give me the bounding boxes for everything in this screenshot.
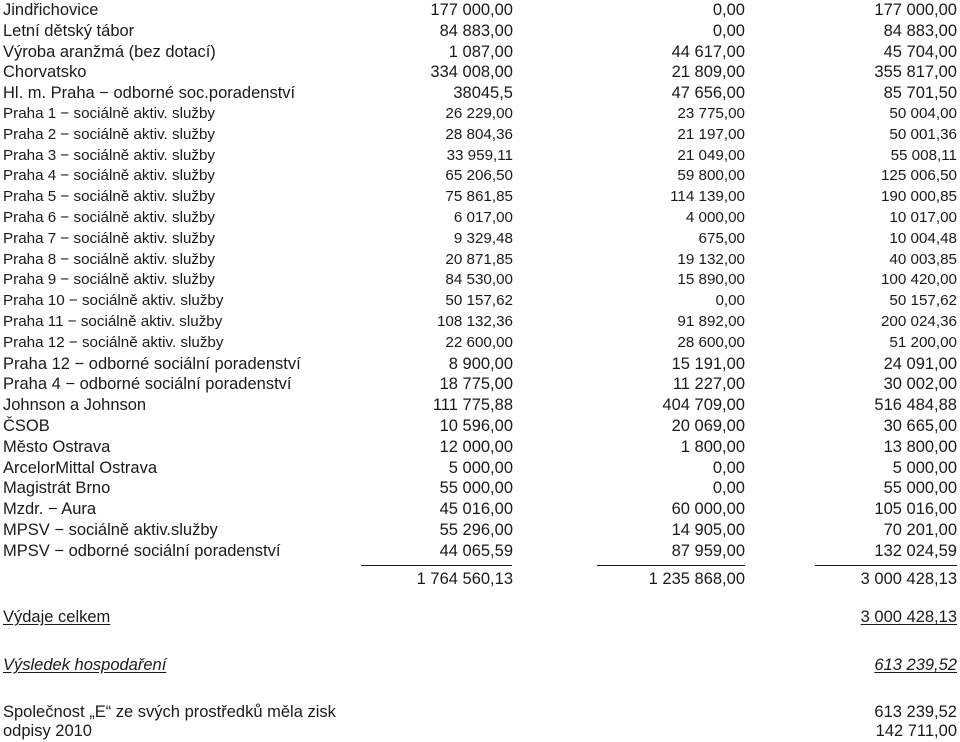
row-label: ArcelorMittal Ostrava xyxy=(3,458,158,477)
row-value-col3: 30 002,00 xyxy=(883,375,957,394)
row-value-col1: 9 329,48 xyxy=(453,229,513,247)
row-label: Výroba aranžmá (bez dotací) xyxy=(3,42,216,61)
row-value-col1: 28 804,36 xyxy=(445,125,513,143)
row-value-col3: 50 004,00 xyxy=(889,105,957,122)
row-value-col2: 0,00 xyxy=(715,292,745,310)
row-value-col1: 8 900,00 xyxy=(448,354,513,373)
table-row xyxy=(0,125,960,146)
table-row xyxy=(0,146,960,167)
table-row xyxy=(0,21,960,42)
row-label: Praha 9 − sociálně aktiv. služby xyxy=(3,271,216,289)
row-value-col3: 200 024,36 xyxy=(880,313,957,330)
row-label: Jindřichovice xyxy=(3,1,99,19)
row-label: Praha 8 − sociálně aktiv. služby xyxy=(3,250,216,268)
row-value-col1: 1 087,00 xyxy=(448,42,513,61)
totals-rule-col2 xyxy=(597,565,745,566)
row-value-col2: 19 132,00 xyxy=(677,250,745,268)
vysledek-hospodareni-label: Výsledek hospodaření xyxy=(3,656,167,674)
row-value-col2: 4 000,00 xyxy=(685,209,745,226)
row-value-col1: 22 600,00 xyxy=(445,333,513,351)
vydaje-celkem-value: 3 000 428,13 xyxy=(860,608,957,626)
row-value-col1: 5 000,00 xyxy=(448,458,513,477)
table-row xyxy=(0,416,960,437)
row-label: Praha 2 − sociálně aktiv. služby xyxy=(3,125,216,143)
row-value-col3: 177 000,00 xyxy=(874,1,957,19)
row-value-col2: 60 000,00 xyxy=(671,500,745,519)
row-value-col1: 65 206,50 xyxy=(445,167,513,185)
table-row xyxy=(0,62,960,83)
row-label: Praha 4 − odborné sociální poradenství xyxy=(3,375,292,394)
table-row xyxy=(0,354,960,375)
row-label: MPSV − sociálně aktiv.služby xyxy=(3,521,218,539)
row-value-col3: 50 001,36 xyxy=(889,125,957,143)
row-value-col2: 20 069,00 xyxy=(671,417,745,435)
table-row xyxy=(0,458,960,479)
table-row xyxy=(0,270,960,291)
zisk-label: Společnost „E“ ze svých prostředků měla zisk xyxy=(3,703,336,721)
table-row xyxy=(0,208,960,229)
row-value-col3: 5 000,00 xyxy=(892,458,957,477)
row-value-col3: 10 017,00 xyxy=(889,209,957,226)
row-label: Praha 1 − sociálně aktiv. služby xyxy=(3,105,216,122)
table-row xyxy=(0,104,960,125)
table-row xyxy=(0,250,960,271)
row-value-col2: 1 800,00 xyxy=(680,437,745,456)
row-label: MPSV − odborné sociální poradenství xyxy=(3,541,281,560)
row-label: Město Ostrava xyxy=(3,437,111,456)
row-value-col3: 516 484,88 xyxy=(874,396,957,415)
table-row xyxy=(0,83,960,104)
zisk-value: 613 239,52 xyxy=(874,703,957,721)
table-row xyxy=(0,333,960,354)
table-row xyxy=(0,541,960,562)
row-label: Praha 6 − sociálně aktiv. služby xyxy=(3,209,216,226)
row-value-col3: 40 003,85 xyxy=(889,250,957,268)
row-value-col3: 55 008,11 xyxy=(890,146,957,164)
odpisy-label: odpisy 2010 xyxy=(3,722,92,740)
row-value-col3: 100 420,00 xyxy=(880,271,957,289)
row-value-col1: 10 596,00 xyxy=(439,417,513,435)
table-row xyxy=(0,520,960,541)
row-value-col3: 51 200,00 xyxy=(889,333,957,351)
row-label: Letní dětský tábor xyxy=(3,21,135,40)
row-label: Praha 4 − sociálně aktiv. služby xyxy=(3,167,216,185)
row-value-col3: 355 817,00 xyxy=(874,63,957,82)
table-row xyxy=(0,291,960,312)
row-label: ČSOB xyxy=(3,417,50,435)
row-value-col1: 84 883,00 xyxy=(439,21,513,40)
table-row xyxy=(0,374,960,395)
totals-rule-col1 xyxy=(361,565,512,566)
row-value-col2: 0,00 xyxy=(712,1,745,19)
table-row xyxy=(0,0,960,21)
total-col3: 3 000 428,13 xyxy=(860,570,957,588)
row-label: Praha 12 − odborné sociální poradenství xyxy=(3,354,301,373)
row-value-col2: 114 139,00 xyxy=(670,188,745,206)
vydaje-celkem-label: Výdaje celkem xyxy=(3,608,111,626)
row-value-col1: 33 959,11 xyxy=(446,146,513,164)
row-value-col2: 21 049,00 xyxy=(677,146,745,164)
row-value-col2: 91 892,00 xyxy=(677,313,745,330)
row-value-col2: 15 191,00 xyxy=(671,354,745,373)
row-label: Praha 5 − sociálně aktiv. služby xyxy=(3,188,216,206)
row-value-col3: 55 000,00 xyxy=(883,479,957,498)
table-row xyxy=(0,478,960,499)
row-value-col1: 18 775,00 xyxy=(439,375,513,394)
row-value-col1: 177 000,00 xyxy=(430,1,513,19)
row-value-col3: 105 016,00 xyxy=(874,500,957,519)
row-label: Praha 3 − sociálně aktiv. služby xyxy=(3,146,216,164)
row-value-col2: 0,00 xyxy=(712,458,745,477)
row-label: Praha 12 − sociálně aktiv. služby xyxy=(3,333,224,351)
row-value-col1: 26 229,00 xyxy=(445,105,513,122)
row-value-col3: 125 006,50 xyxy=(880,167,957,185)
row-value-col2: 11 227,00 xyxy=(672,375,745,394)
row-value-col2: 404 709,00 xyxy=(662,396,745,415)
row-value-col1: 55 296,00 xyxy=(439,521,513,539)
table-row xyxy=(0,395,960,416)
totals-rule-col3 xyxy=(815,565,957,566)
row-value-col3: 50 157,62 xyxy=(889,292,957,310)
row-value-col1: 50 157,62 xyxy=(445,292,513,310)
row-value-col3: 85 701,50 xyxy=(883,84,957,103)
table-row xyxy=(0,229,960,250)
row-value-col2: 47 656,00 xyxy=(671,84,745,103)
row-value-col2: 0,00 xyxy=(712,21,745,40)
row-value-col3: 24 091,00 xyxy=(883,354,957,373)
row-value-col2: 0,00 xyxy=(712,479,745,498)
row-value-col2: 28 600,00 xyxy=(677,333,745,351)
row-label: Magistrát Brno xyxy=(3,479,111,498)
row-value-col1: 44 065,59 xyxy=(439,541,513,560)
table-row xyxy=(0,499,960,520)
total-col2: 1 235 868,00 xyxy=(648,570,745,588)
row-label: Hl. m. Praha − odborné soc.poradenství xyxy=(3,84,296,103)
row-label: Praha 7 − sociálně aktiv. služby xyxy=(3,229,216,247)
table-row xyxy=(0,187,960,208)
row-value-col3: 132 024,59 xyxy=(874,541,957,560)
row-value-col2: 15 890,00 xyxy=(677,271,745,289)
row-value-col2: 21 197,00 xyxy=(677,125,745,143)
row-value-col1: 12 000,00 xyxy=(439,437,513,456)
row-value-col1: 55 000,00 xyxy=(439,479,513,498)
odpisy-value: 142 711,00 xyxy=(875,722,957,740)
row-value-col1: 38045,5 xyxy=(453,84,513,103)
row-value-col2: 59 800,00 xyxy=(677,167,745,185)
table-row xyxy=(0,166,960,187)
row-value-col1: 75 861,85 xyxy=(445,188,513,206)
row-label: Johnson a Johnson xyxy=(3,396,147,415)
row-value-col3: 70 201,00 xyxy=(883,521,957,539)
table-row xyxy=(0,437,960,458)
row-value-col2: 23 775,00 xyxy=(677,105,745,122)
row-value-col3: 13 800,00 xyxy=(883,437,957,456)
row-value-col1: 84 530,00 xyxy=(445,271,513,289)
row-value-col1: 111 775,88 xyxy=(432,396,513,415)
row-value-col3: 30 665,00 xyxy=(883,417,957,435)
table-row xyxy=(0,42,960,63)
row-label: Praha 11 − sociálně aktiv. služby xyxy=(3,313,223,330)
totals-row xyxy=(0,569,960,590)
row-value-col1: 108 132,36 xyxy=(436,313,513,330)
row-value-col1: 45 016,00 xyxy=(439,500,513,519)
table-row xyxy=(0,312,960,333)
total-col1: 1 764 560,13 xyxy=(416,570,513,588)
row-value-col3: 84 883,00 xyxy=(883,21,957,40)
row-label: Mzdr. − Aura xyxy=(3,500,97,519)
row-value-col1: 20 871,85 xyxy=(445,250,513,268)
row-value-col2: 87 959,00 xyxy=(671,541,745,560)
row-value-col1: 334 008,00 xyxy=(430,63,513,82)
row-value-col3: 10 004,48 xyxy=(889,229,957,247)
vysledek-hospodareni-value: 613 239,52 xyxy=(874,656,957,674)
row-label: Chorvatsko xyxy=(3,63,87,82)
row-value-col2: 21 809,00 xyxy=(671,63,745,82)
row-value-col1: 6 017,00 xyxy=(453,209,513,226)
row-value-col2: 675,00 xyxy=(698,229,745,247)
row-value-col2: 14 905,00 xyxy=(671,521,745,539)
row-value-col2: 44 617,00 xyxy=(671,42,745,61)
row-value-col3: 45 704,00 xyxy=(883,42,957,61)
row-label: Praha 10 − sociálně aktiv. služby xyxy=(3,292,224,310)
row-value-col3: 190 000,85 xyxy=(880,188,957,206)
